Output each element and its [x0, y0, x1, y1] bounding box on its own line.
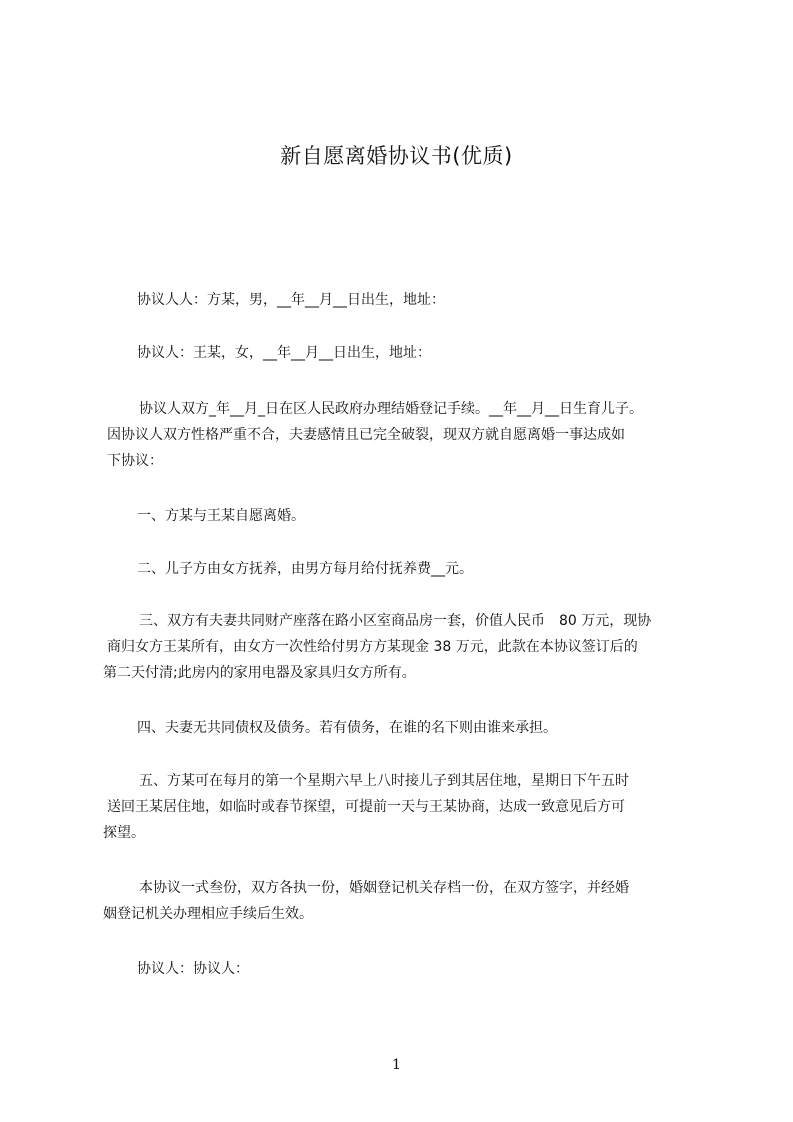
clause-1: 一、方某与王某自愿离婚。: [137, 508, 305, 524]
clause-3-line: 商归女方王某所有，由女方一次性给付男方方某现金 38 万元，此款在本协议签订后的: [107, 639, 638, 655]
document-title: 新自愿离婚协议书(优质): [280, 144, 513, 168]
party-b-line: 协议人：王某，女，__年__月__日出生，地址：: [137, 345, 431, 361]
clause-3-line: 第二天付清;此房内的家用电器及家具归女方所有。: [103, 665, 416, 681]
copies-line: 姻登记机关办理相应手续后生效。: [103, 906, 313, 922]
page-number: 1: [392, 1057, 401, 1073]
party-a-line: 协议人人：方某，男，__年__月__日出生，地址：: [137, 292, 445, 308]
intro-line: 因协议人双方性格严重不合，夫妻感情且已完全破裂，现双方就自愿离婚一事达成如: [107, 427, 625, 443]
clause-5-line: 送回王某居住地，如临时或春节探望，可提前一天与王某协商，达成一致意见后方可: [107, 799, 625, 815]
signature-line: 协议人：协议人：: [137, 961, 249, 977]
copies-line: 本协议一式叁份，双方各执一份，婚姻登记机关存档一份，在双方签字，并经婚: [139, 880, 629, 896]
clause-4: 四、夫妻无共同债权及债务。若有债务，在谁的名下则由谁来承担。: [137, 720, 557, 736]
intro-line: 协议人双方_年__月_日在区人民政府办理结婚登记手续。__年__月__日生育儿子。: [139, 401, 643, 417]
clause-3-line: 三、双方有夫妻共同财产座落在路小区室商品房一套，价值人民币 80 万元，现协: [139, 613, 652, 629]
clause-5-line: 五、方某可在每月的第一个星期六早上八时接儿子到其居住地，星期日下午五时: [139, 773, 629, 789]
clause-5-line: 探望。: [103, 825, 145, 841]
clause-2: 二、儿子方由女方抚养，由男方每月给付抚养费__元。: [137, 561, 473, 577]
intro-line: 下协议：: [107, 453, 163, 469]
